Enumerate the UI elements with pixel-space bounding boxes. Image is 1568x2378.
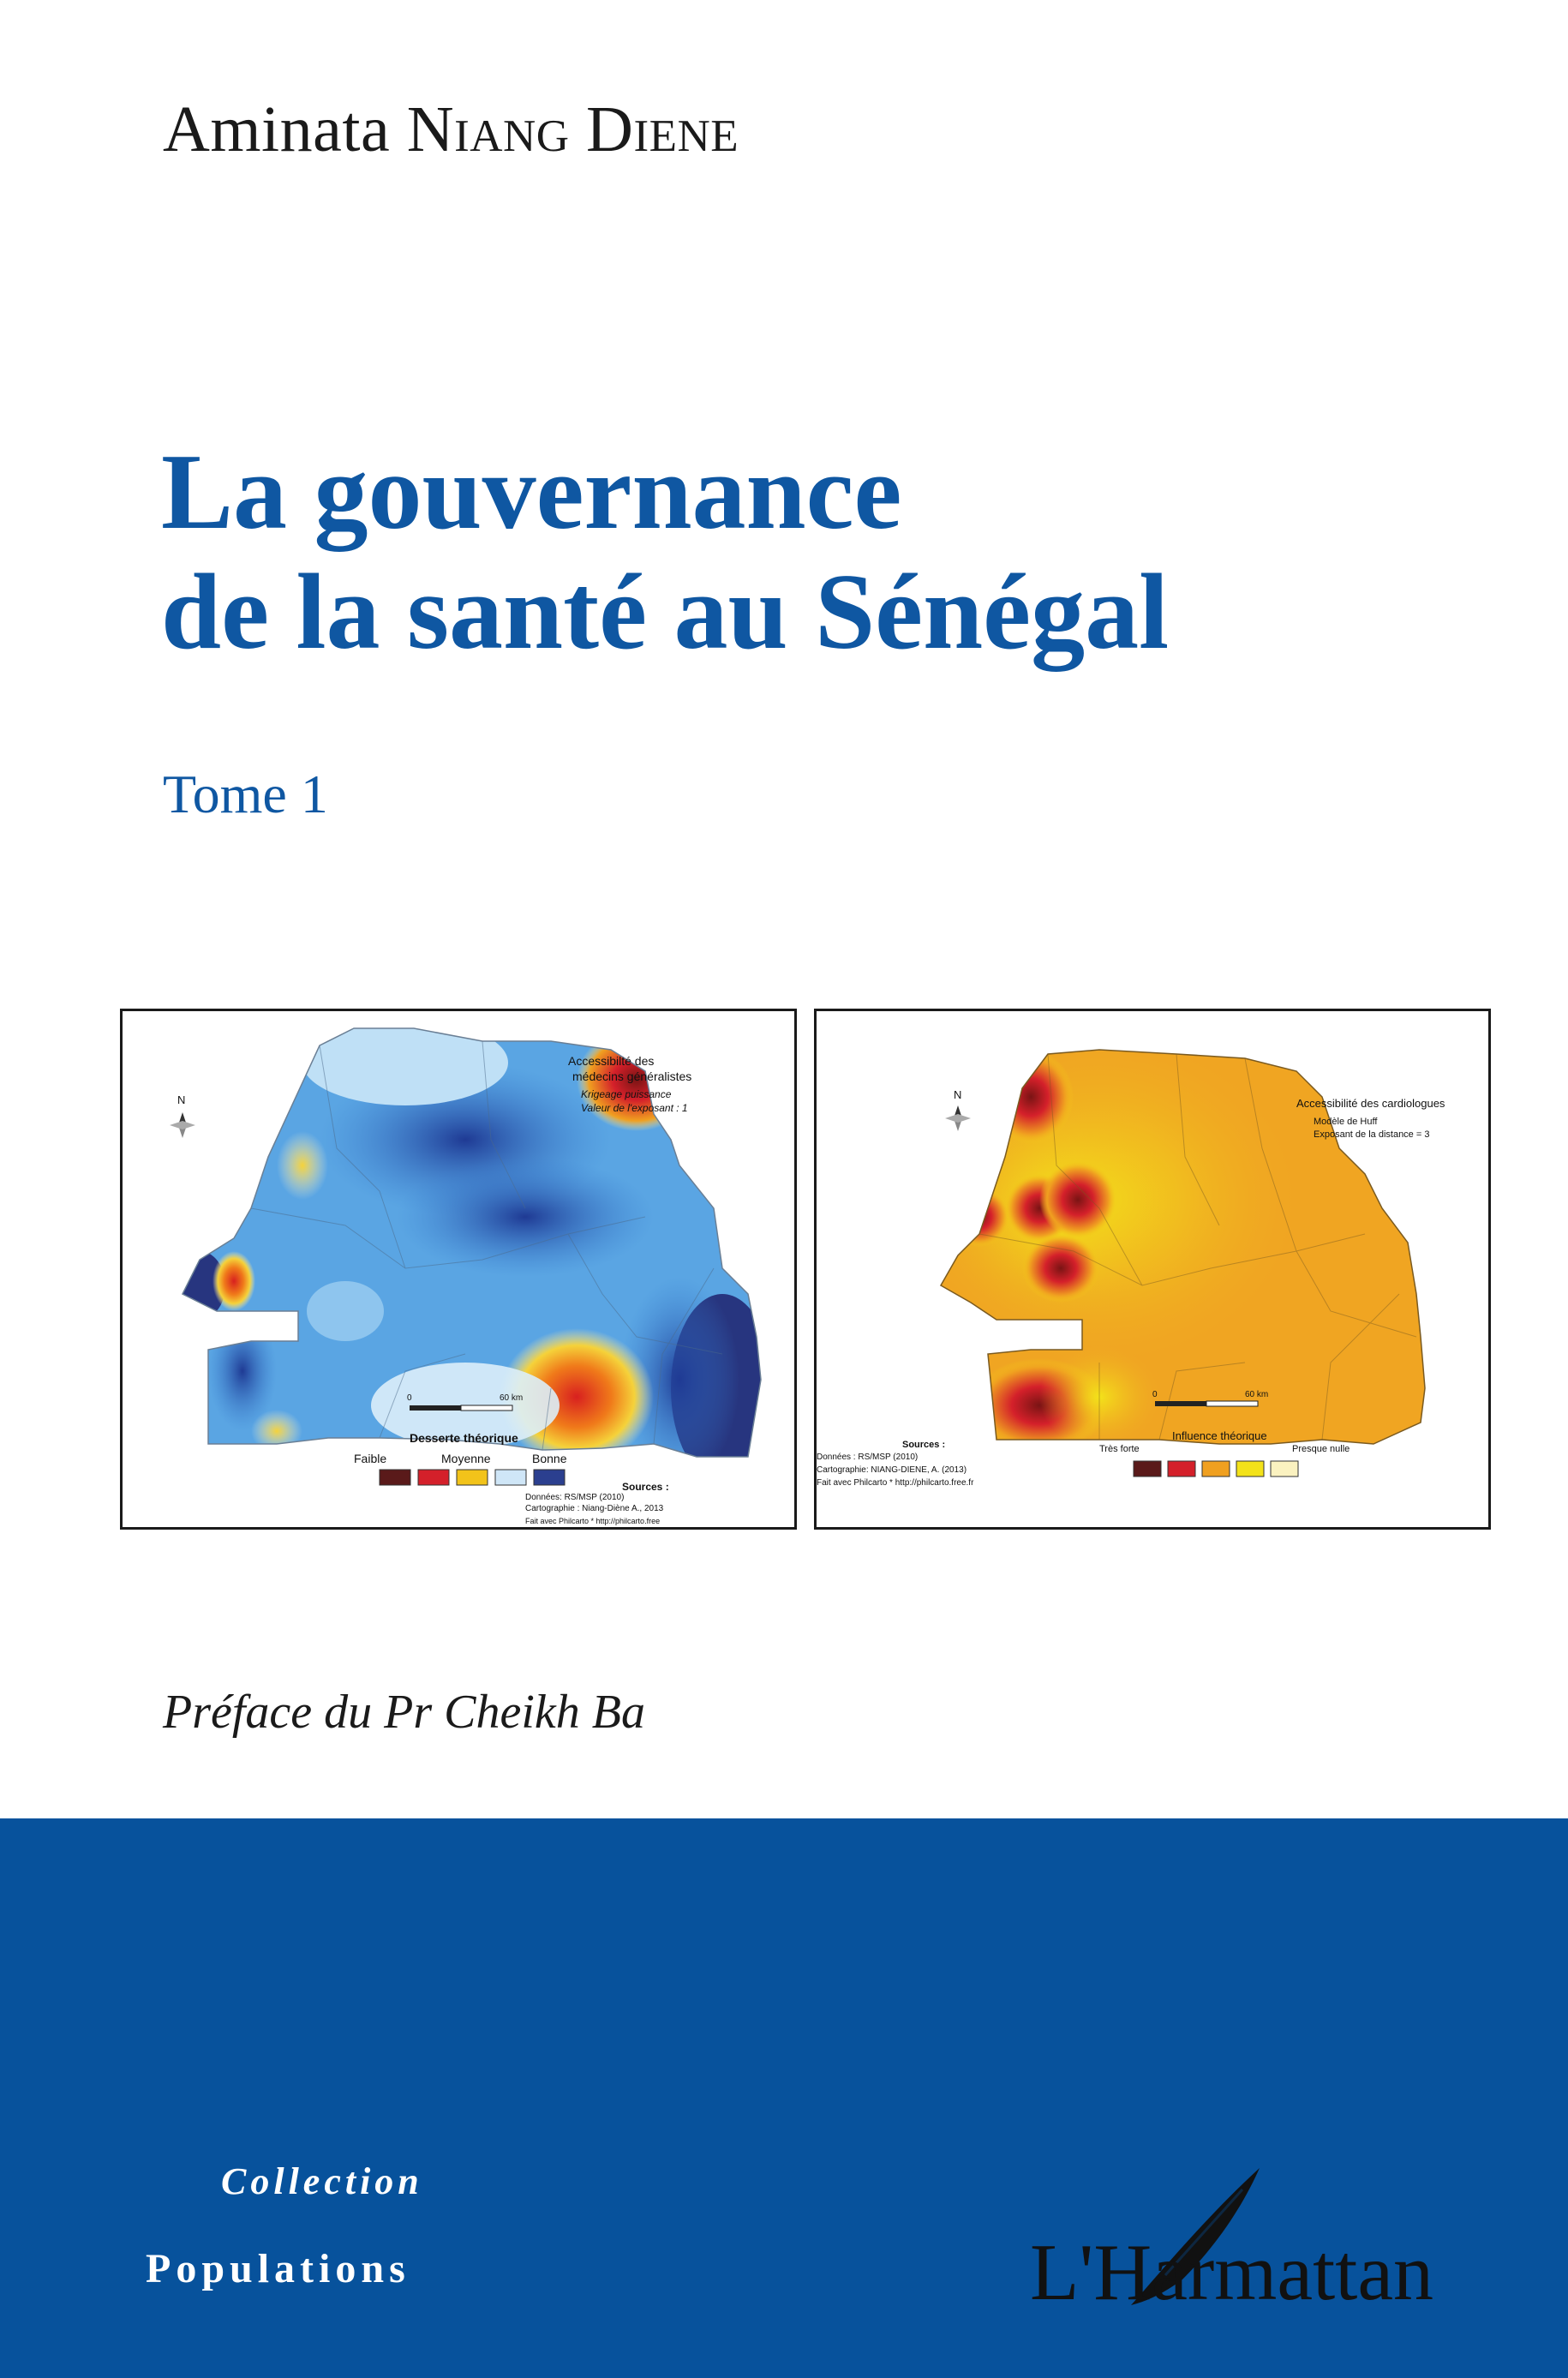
preface-credit: Préface du Pr Cheikh Ba — [163, 1686, 645, 1739]
map-left-legend-title: Desserte théorique — [410, 1431, 518, 1445]
map-right-title: Accessibilité des cardiologues — [1296, 1097, 1445, 1110]
legend-swatches — [1134, 1461, 1298, 1477]
scale-bar — [410, 1405, 512, 1411]
map-left-legend-low: Faible — [354, 1452, 387, 1465]
north-arrow-icon — [170, 1112, 195, 1138]
map-general-practitioners — [120, 1009, 797, 1530]
book-title-line2: de la santé au Sénégal — [161, 553, 1170, 672]
legend-swatches — [380, 1470, 565, 1485]
north-arrow-icon — [945, 1105, 971, 1131]
map-right-scale-start: 0 — [1152, 1390, 1158, 1399]
map-cardiologists — [814, 1009, 1491, 1530]
map-left-legend-high: Bonne — [532, 1452, 567, 1465]
volume-label: Tome 1 — [163, 764, 328, 824]
map-right-sources-carto: Cartographie: NIANG-DIENE, A. (2013) — [817, 1465, 967, 1475]
map-left-method: Krigeage puissance — [581, 1088, 672, 1100]
map-left-sources-carto: Cartographie : Niang-Diène A., 2013 — [525, 1504, 664, 1513]
scale-bar — [1155, 1401, 1258, 1406]
map-right-legend-title: Influence théorique — [1172, 1429, 1267, 1442]
map-right-legend-low: Presque nulle — [1292, 1444, 1350, 1454]
book-title-line1: La gouvernance — [161, 433, 902, 552]
author-first-name: Aminata — [163, 93, 391, 165]
map-right-sources-title: Sources : — [902, 1440, 946, 1450]
map-left-north-label: N — [177, 1093, 186, 1106]
collection-name: Populations — [146, 2246, 410, 2291]
author-last-name: Niang Diene — [406, 93, 739, 165]
map-left-sources-data: Données: RS/MSP (2010) — [525, 1493, 625, 1502]
map-right-scale-end: 60 km — [1245, 1390, 1269, 1399]
publisher-name: L'Harmattan — [1030, 2228, 1434, 2317]
map-left-sources-tool: Fait avec Philcarto * http://philcarto.free — [525, 1517, 661, 1525]
map-right-north-label: N — [954, 1088, 962, 1101]
map-left-exponent: Valeur de l'exposant : 1 — [581, 1102, 688, 1114]
map-right-sources-data: Données : RS/MSP (2010) — [817, 1453, 919, 1462]
map-left-sources-title: Sources : — [622, 1481, 669, 1493]
map-left-legend-mid: Moyenne — [441, 1452, 491, 1465]
map-right-legend-high: Très forte — [1099, 1444, 1140, 1454]
map-left-scale-end: 60 km — [500, 1393, 524, 1403]
map-left-title-line1: Accessibilté des — [568, 1054, 655, 1068]
map-right-model: Modèle de Huff — [1314, 1117, 1378, 1127]
map-right-exponent: Exposant de la distance = 3 — [1314, 1129, 1430, 1140]
map-left-scale-start: 0 — [407, 1393, 412, 1403]
collection-label: Collection — [221, 2160, 423, 2202]
map-left-title-line2: médecins généralistes — [572, 1069, 692, 1083]
map-right-sources-tool: Fait avec Philcarto * http://philcarto.free.fr — [817, 1478, 974, 1488]
author-name — [163, 93, 739, 167]
book-title — [161, 433, 1169, 673]
